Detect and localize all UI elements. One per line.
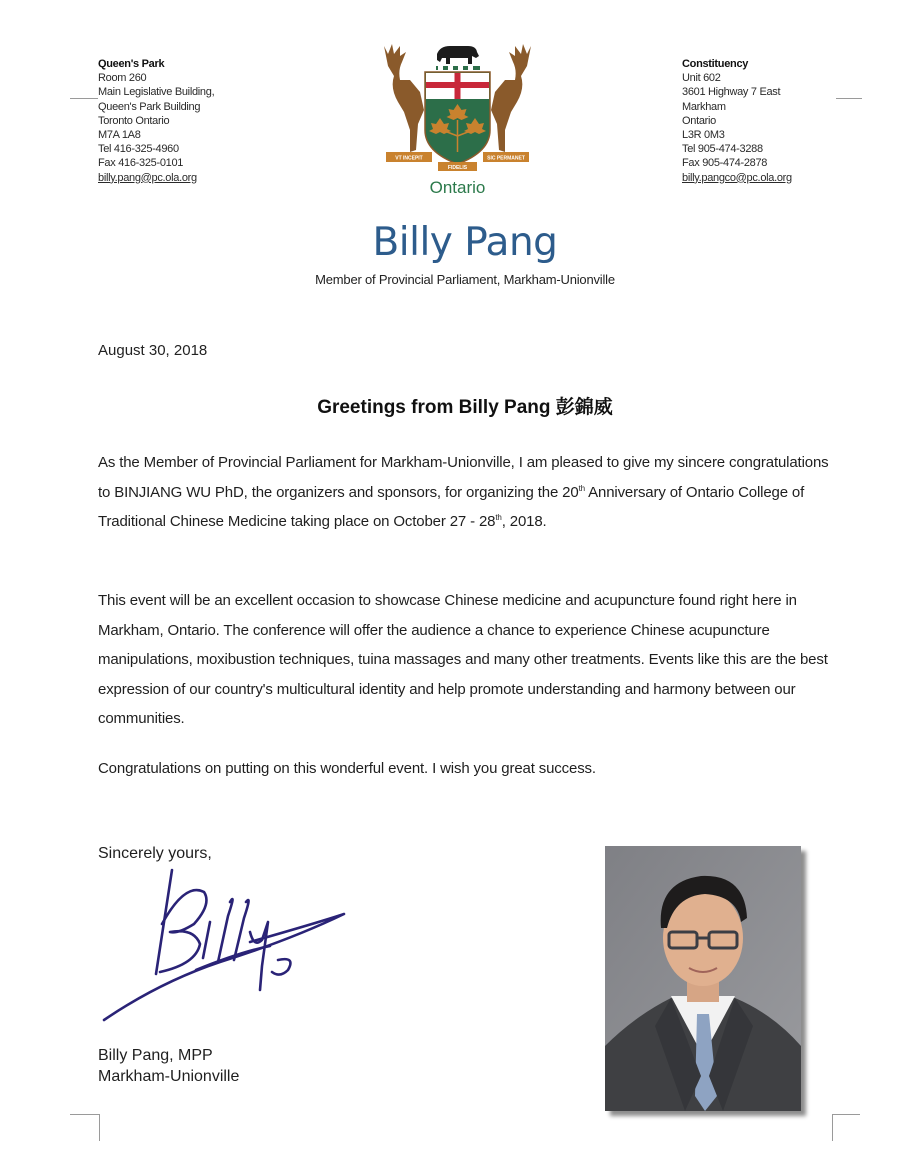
phone-line: Tel 905-474-3288 [682, 143, 763, 156]
letter-date: August 30, 2018 [98, 342, 208, 359]
address-heading: Queen's Park [98, 58, 165, 70]
paragraph-1 [98, 448, 833, 537]
constituency-address [682, 57, 792, 185]
signatory-name: Billy Pang, MPP [98, 1047, 213, 1064]
svg-text:VT INCEPIT: VT INCEPIT [395, 155, 423, 162]
ordinal-suffix: th [578, 483, 585, 493]
closing-line: Sincerely yours, [98, 845, 212, 862]
paragraph-2: This event will be an excellent occasion to showcase Chinese medicine and acupuncture found right here in Markham, Ontario. The conference will offer the audience a chance to experience Chinese acupuncture manipulations, moxibustion techniques, tuina massages and many other treatments. Events like this are the best expression of our country's multicultural identity and help promote understanding and harmony between our communities. [98, 592, 828, 728]
address-line: Queen's Park Building [98, 100, 201, 113]
address-line: Unit 602 [682, 72, 721, 85]
paragraph-text: Anniversary of Ontario College of Traditional Chinese Medicine taking place on October 27 - 28 [98, 483, 805, 531]
address-line: Markham [682, 100, 726, 113]
svg-text:SIC PERMANET: SIC PERMANET [487, 155, 525, 162]
ordinal-suffix: th [495, 513, 502, 523]
signature-block [98, 1045, 239, 1087]
fax-line: Fax 416-325-0101 [98, 157, 184, 170]
email-link[interactable]: billy.pangco@pc.ola.org [682, 171, 792, 184]
mpp-name-heading: Billy Pang [372, 220, 558, 265]
crop-mark-bottom-right-v [832, 1114, 833, 1141]
address-line: Toronto Ontario [98, 114, 170, 127]
paragraph-3: Congratulations on putting on this wonderful event. I wish you great success. [98, 760, 596, 777]
address-line: Ontario [682, 114, 716, 127]
fax-line: Fax 905-474-2878 [682, 157, 768, 170]
address-heading: Constituency [682, 58, 749, 70]
crop-mark-bottom-right-h [832, 1114, 860, 1115]
queens-park-address [98, 57, 214, 185]
portrait-image-icon [605, 846, 801, 1111]
crop-mark-top-right [836, 98, 862, 99]
crop-mark-bottom-left-v [99, 1114, 100, 1141]
address-line: Main Legislative Building, [98, 86, 215, 99]
paragraph-text: , 2018. [501, 513, 547, 531]
phone-line: Tel 416-325-4960 [98, 143, 179, 156]
crop-mark-top-left [70, 98, 98, 99]
letter-greeting: Greetings from Billy Pang 彭錦威 [317, 397, 613, 418]
mpp-title: Member of Provincial Parliament, Markham-Unionville [315, 272, 615, 287]
address-line: L3R 0M3 [682, 129, 725, 142]
svg-text:FIDELIS: FIDELIS [447, 165, 468, 171]
address-line: Room 260 [98, 72, 147, 85]
portrait-photo [605, 846, 801, 1111]
ontario-wordmark: Ontario [429, 178, 486, 197]
handwritten-signature-icon [100, 862, 350, 1027]
signatory-riding: Markham-Unionville [98, 1068, 240, 1085]
crop-mark-bottom-left-h [70, 1114, 99, 1115]
address-line: M7A 1A8 [98, 129, 141, 142]
address-line: 3601 Highway 7 East [682, 86, 781, 99]
email-link[interactable]: billy.pang@pc.ola.org [98, 171, 197, 184]
paragraph-text: As the Member of Provincial Parliament for Markham-Unionville, I am pleased to give my sincere congratulations to BINJIANG WU PhD, the organizers and sponsors, for organizing the 20 [98, 454, 829, 501]
